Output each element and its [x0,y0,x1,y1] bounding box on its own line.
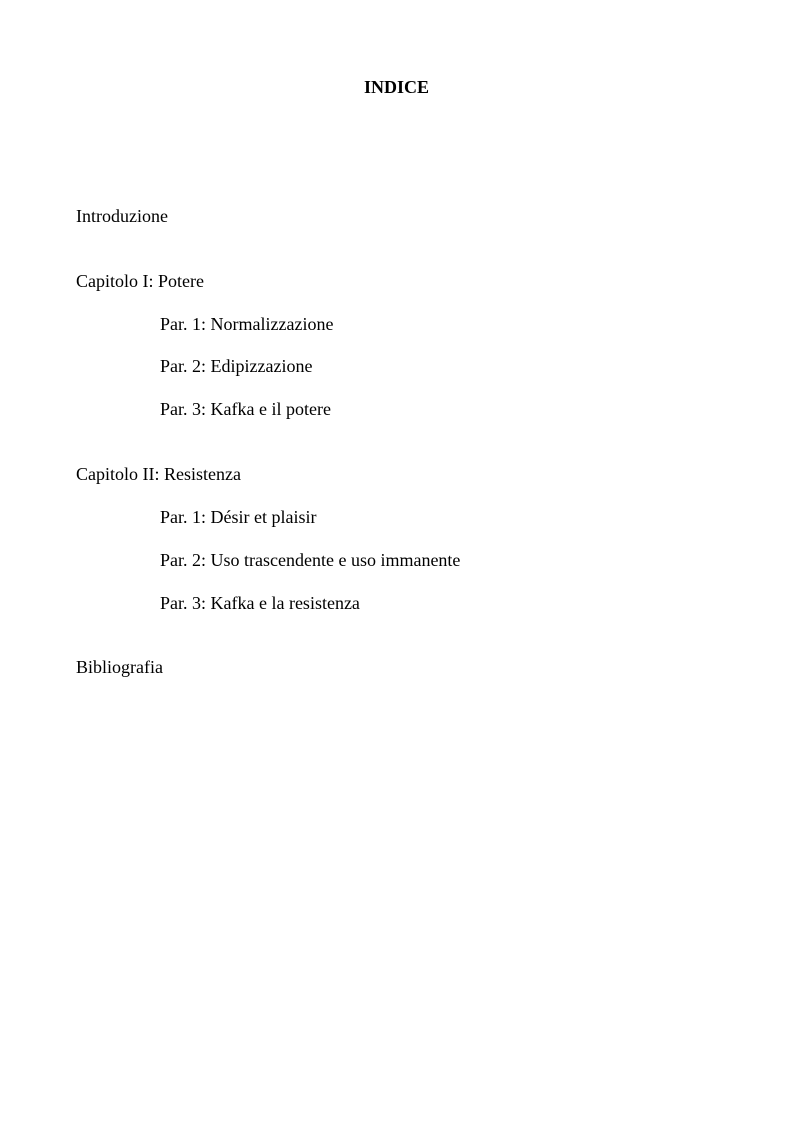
toc-entry-introduzione: Introduzione [76,206,168,226]
toc-entry-capitolo-2: Capitolo II: Resistenza [76,464,241,484]
toc-entry-cap1-par-1: Par. 1: Normalizzazione [160,314,334,334]
toc-title: INDICE [363,77,429,97]
toc-entry-cap1-par-3: Par. 3: Kafka e il potere [160,399,331,419]
toc-entry-cap2-par-2: Par. 2: Uso trascendente e uso immanente [160,550,461,570]
toc-entry-bibliografia: Bibliografia [76,657,163,677]
toc-entry-capitolo-1: Capitolo I: Potere [76,271,204,291]
toc-entry-cap2-par-3: Par. 3: Kafka e la resistenza [160,593,360,613]
toc-entry-cap2-par-1: Par. 1: Désir et plaisir [160,507,317,527]
toc-entry-cap1-par-2: Par. 2: Edipizzazione [160,356,313,376]
